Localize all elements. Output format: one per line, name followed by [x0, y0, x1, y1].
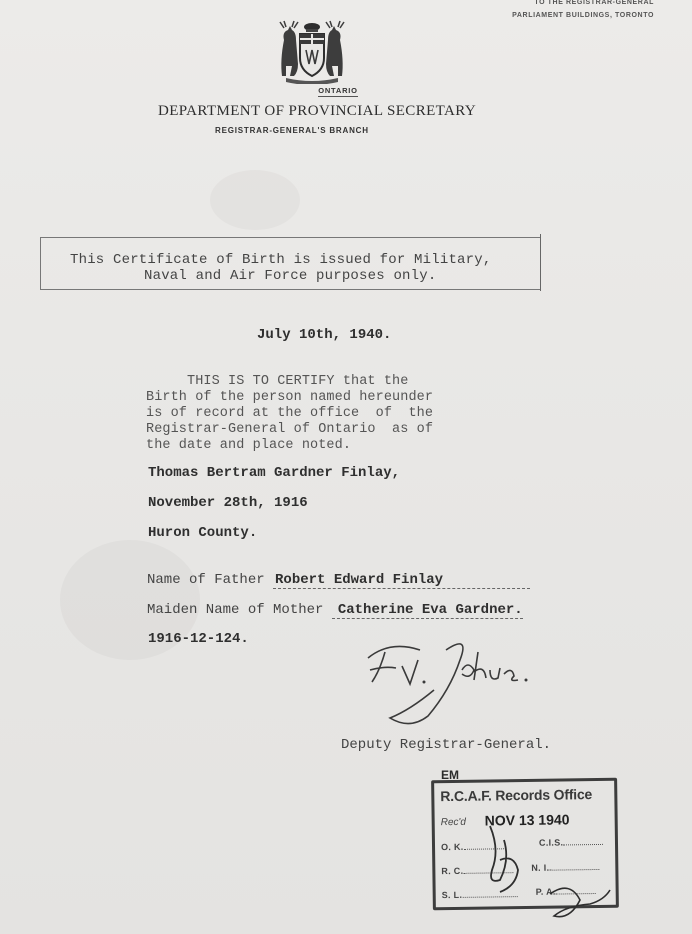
certify-statement: THIS IS TO CERTIFY that the Birth of the person named hereunder is of record at the office of the Registrar-General of Ontario as of the date and place noted.: [146, 374, 434, 453]
notice-line-1: This Certificate of Birth is issued for Military,: [70, 252, 492, 268]
stamp-row-ok: O. K.: [441, 840, 504, 852]
mother-label: Maiden Name of Mother: [147, 602, 324, 618]
handwritten-initials: EM: [441, 768, 459, 782]
records-office-stamp: [431, 778, 619, 911]
ontario-coat-of-arms-icon: [276, 20, 348, 84]
handwritten-signature: [350, 630, 560, 740]
signatory-title: Deputy Registrar-General.: [341, 737, 552, 753]
issue-date: July 10th, 1940.: [257, 327, 392, 343]
mother-row: [147, 602, 523, 619]
province-label: ONTARIO: [318, 86, 358, 95]
birth-date: November 28th, 1916: [148, 495, 308, 511]
paper-smudge: [210, 170, 300, 230]
birth-county: Huron County.: [148, 525, 258, 541]
registration-number: 1916-12-124.: [148, 631, 249, 647]
mother-name: Catherine Eva Gardner.: [332, 603, 523, 619]
father-label: Name of Father: [147, 572, 265, 588]
person-name: Thomas Bertram Gardner Finlay,: [148, 465, 401, 481]
stamp-row-cis: C.I.S.: [539, 836, 603, 848]
department-title: DEPARTMENT OF PROVINCIAL SECRETARY: [158, 103, 477, 119]
stamp-row-sl: S. L.: [442, 888, 518, 900]
stamp-recd-label: Rec'd: [440, 816, 467, 829]
address-line-2: PARLIAMENT BUILDINGS, TORONTO: [512, 12, 654, 19]
registrar-address: [512, 0, 654, 22]
stamp-row-ni: N. I.: [531, 861, 599, 873]
stamp-received-date: NOV 13 1940: [484, 811, 570, 829]
stamp-row-rc: R. C.: [441, 864, 513, 876]
father-row: [147, 572, 530, 589]
branch-title: REGISTRAR-GENERAL'S BRANCH: [215, 126, 369, 135]
notice-line-2: Naval and Air Force purposes only.: [144, 268, 437, 284]
father-name: Robert Edward Finlay: [273, 573, 530, 589]
stamp-title: R.C.A.F. Records Office: [440, 786, 593, 805]
address-line-1: TO THE REGISTRAR-GENERAL: [534, 0, 654, 6]
stamp-row-pa: P. A.: [536, 885, 596, 897]
